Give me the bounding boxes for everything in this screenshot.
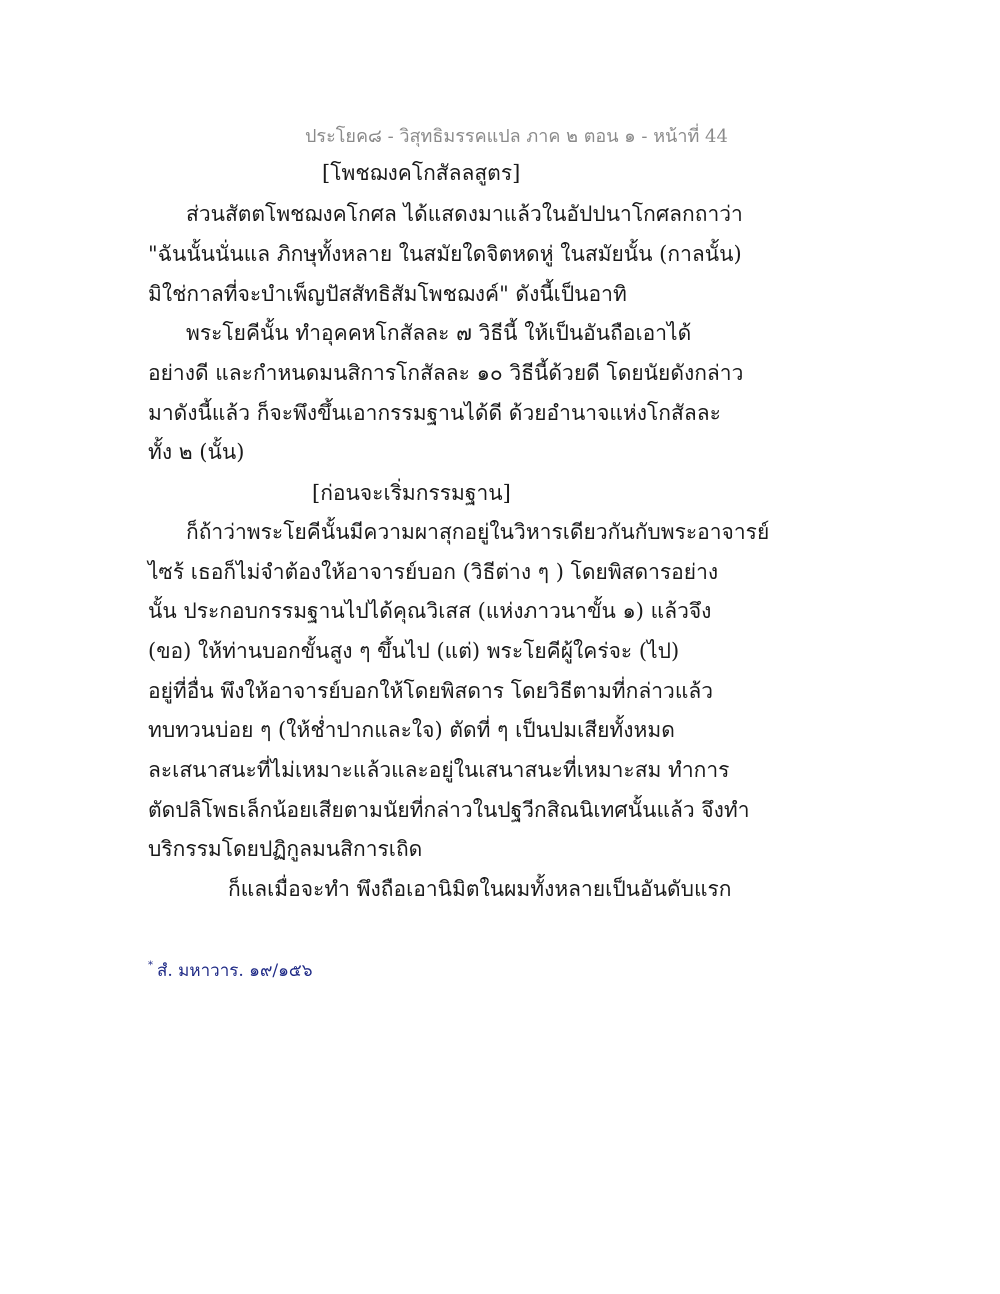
text-line: ตัดปลิโพธเล็กน้อยเสียตามนัยที่กล่าวในปฐวีกสิณนิเทศนั้นแล้ว จึงทำ [148,798,750,822]
text-line: พระโยคีนั้น ทำอุคคหโกสัลละ ๗ วิธีนี้ ให้เป็นอันถือเอาได้ [186,321,692,345]
text-line: "ฉันนั้นนั่นแล ภิกษุทั้งหลาย ในสมัยใดจิตหดหู่ ในสมัยนั้น (กาลนั้น) [148,242,742,266]
running-header: ประโยค๘ - วิสุทธิมรรคแปล ภาค ๒ ตอน ๑ - หน้าที่ 44 [305,126,728,147]
text-line: ก็แลเมื่อจะทำ พึงถือเอานิมิตในผมทั้งหลายเป็นอันดับแรก [228,877,732,901]
text-line: มาดังนี้แล้ว ก็จะพึงขึ้นเอากรรมฐานได้ดี ด้วยอำนาจแห่งโกสัลละ [148,401,721,425]
footnote-marker: * [148,960,153,971]
text-line: (ขอ) ให้ท่านบอกขั้นสูง ๆ ขึ้นไป (แต่) พระโยคีผู้ใคร่จะ (ไป) [148,639,680,663]
text-line: มิใช่กาลที่จะบำเพ็ญปัสสัทธิสัมโพชฌงค์" ดังนี้เป็นอาทิ [148,282,627,306]
text-line: อย่างดี และกำหนดมนสิการโกสัลละ ๑๐ วิธีนี้ด้วยดี โดยนัยดังกล่าว [148,361,744,385]
section-title-bojjhanga: [โพชฌงคโกสัลลสูตร] [322,161,521,185]
footnote-text: สํ. มหาวาร. ๑๙/๑๕๖ [157,961,313,981]
text-line: ทบทวนบ่อย ๆ (ให้ช่ำปากและใจ) ตัดที่ ๆ เป็นปมเสียทั้งหมด [148,718,675,742]
text-line: ทั้ง ๒ (นั้น) [148,440,245,464]
section-title-before-kammatthana: [ก่อนจะเริ่มกรรมฐาน] [312,481,511,505]
text-line: ก็ถ้าว่าพระโยคีนั้นมีความผาสุกอยู่ในวิหารเดียวกันกับพระอาจารย์ [186,520,770,544]
text-line: บริกรรมโดยปฏิกูลมนสิการเถิด [148,837,423,861]
text-line: ไซร้ เธอก็ไม่จำต้องให้อาจารย์บอก (วิธีต่าง ๆ ) โดยพิสดารอย่าง [148,560,719,584]
text-line: ละเสนาสนะที่ไม่เหมาะแล้วและอยู่ในเสนาสนะที่เหมาะสม ทำการ [148,758,730,782]
footnote [148,951,313,986]
text-line: นั้น ประกอบกรรมฐานไปได้คุณวิเสส (แห่งภาวนาขั้น ๑) แล้วจึง [148,599,712,623]
text-line: ส่วนสัตตโพชฌงคโกศล ได้แสดงมาแล้วในอัปปนาโกศลกถาว่า [186,202,743,226]
text-line: อยู่ที่อื่น พึงให้อาจารย์บอกให้โดยพิสดาร โดยวิธีตามที่กล่าวแล้ว [148,679,714,703]
